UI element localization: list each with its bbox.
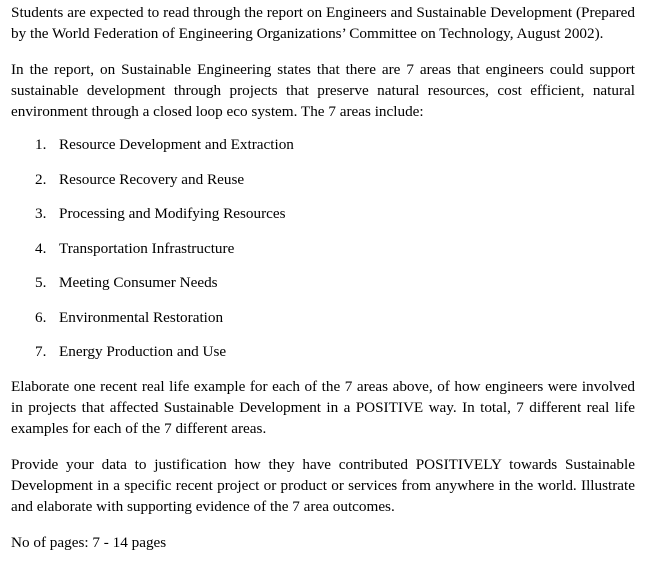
- list-label: Transportation Infrastructure: [59, 239, 235, 257]
- elaborate-paragraph: Elaborate one recent real life example for each of the 7 areas above, of how engineers were involved in projects that affected Sustainable Development in a POSITIVE way. In total, 7 different real life examples for each of the 7 different areas.: [11, 377, 635, 437]
- list-item: [11, 341, 635, 376]
- list-label: Environmental Restoration: [59, 308, 224, 326]
- list-number: 7.: [35, 343, 47, 360]
- list-number: 4.: [35, 239, 47, 257]
- list-label: Resource Development and Extraction: [59, 136, 294, 153]
- list-number: 5.: [35, 274, 47, 291]
- list-item: [11, 134, 635, 169]
- list-item: [11, 203, 635, 238]
- list-item: [11, 272, 635, 307]
- list-item: [11, 169, 635, 204]
- list-item: [11, 307, 635, 342]
- list-label: Resource Recovery and Reuse: [59, 170, 245, 188]
- document-page: [11, 2, 635, 553]
- intro-paragraph: Students are expected to read through the report on Engineers and Sustainable Development (Prepared by the World Federation of Engineering Organizations’ Committee on Technology, August 2002).: [11, 4, 635, 42]
- list-number: 1.: [35, 136, 47, 153]
- provide-paragraph: Provide your data to justification how they have contributed POSITIVELY towards Sustainable Development in a specific recent project or product or services from anywhere in the world. Illustrate and elaborate with supporting evidence of the 7 area outcomes.: [11, 455, 635, 515]
- areas-intro-paragraph: In the report, on Sustainable Engineering states that there are 7 areas that engineers could support sustainable development through projects that preserve natural resources, cost efficient, natural environment through a closed loop eco system. The 7 areas include:: [11, 61, 635, 120]
- list-label: Meeting Consumer Needs: [59, 274, 218, 291]
- list-number: 2.: [35, 170, 47, 188]
- list-number: 3.: [35, 205, 47, 222]
- areas-list: [11, 134, 635, 376]
- list-number: 6.: [35, 308, 47, 326]
- list-label: Energy Production and Use: [59, 343, 227, 360]
- list-item: [11, 238, 635, 273]
- list-label: Processing and Modifying Resources: [59, 205, 286, 222]
- page-count-line: No of pages: 7 - 14 pages: [11, 533, 167, 551]
